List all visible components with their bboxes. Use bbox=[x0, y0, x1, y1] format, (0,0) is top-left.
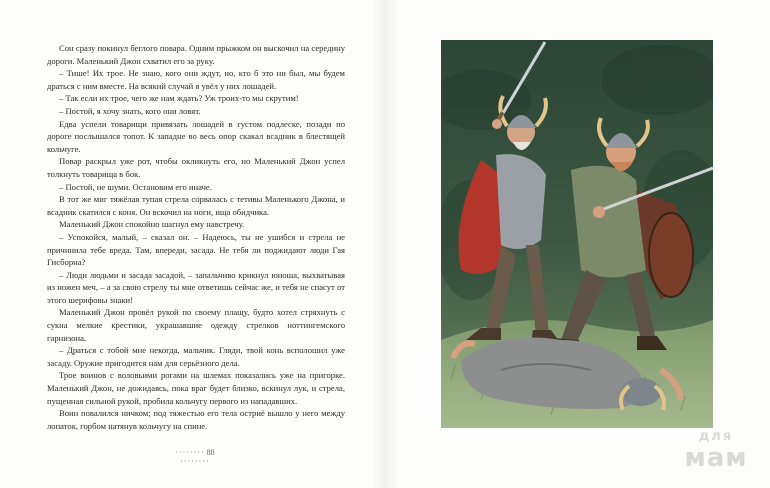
page-number-value: 88 bbox=[206, 448, 215, 457]
paragraph: – Успокойся, малый, – сказал он. – Надеюсь, ты не ушибся и стрела не причинила тебе вреда. Там, впереди, засада. Не тебя ли поджидают люди Гая Гисборна? bbox=[47, 231, 345, 268]
vikings-illustration bbox=[441, 40, 713, 428]
paragraph: Повар раскрыл уже рот, чтобы окликнуть его, но Маленький Джон успел толкнуть товарища в бок. bbox=[47, 156, 345, 179]
paragraph: Маленький Джон провёл рукой по своему плащу, будто хотел стряхнуть с сукна мелкие крестики, украшавшие одежду стрелков ноттингемского гарнизона. bbox=[47, 307, 345, 343]
page-number bbox=[160, 448, 230, 466]
paragraph: – Постой, не шуми. Остановим его иначе. bbox=[59, 181, 212, 192]
paragraph: – Так если их трое, чего же нам ждать? Уж троих-то мы скрутим! bbox=[59, 93, 299, 104]
watermark-bottom: мам bbox=[684, 443, 748, 473]
paragraph: Маленький Джон спокойно шагнул ему навстречу. bbox=[59, 219, 245, 230]
paragraph: – Тише! Их трое. Не знаю, кого они ждут, но, кто б это ни был, мы будем драться с ним вместе. На всякий случай я увёл у них лошадей. bbox=[47, 68, 345, 91]
paragraph: Едва успели товарищи привязать лошадей в густом подлеске, позади по дороге послышался топот. К западне во весь опор скакал всадник в блестящей кольчуге. bbox=[47, 118, 345, 154]
paragraph: – Драться с тобой мне некогда, мальчик. Гляди, твой конь всполошил уже засаду. Оружие пригодится нам для серьёзного дела. bbox=[47, 345, 345, 368]
page-number-ornament: ········ bbox=[175, 448, 205, 457]
watermark-top: для bbox=[698, 429, 734, 444]
paragraph: Сон сразу покинул беглого повара. Одним прыжком он выскочил на середину дороги. Маленький Джон схватил его за руку. bbox=[47, 43, 345, 66]
paragraph: В тот же миг тяжёлая тупая стрела сорвалась с тетивы Маленького Джона, и всадник скатился с коня. Он вскочил на ноги, ища обидчика. bbox=[47, 194, 345, 217]
page-number-ornament: ········ bbox=[180, 457, 210, 466]
paragraph: – Постой, я хочу знать, кого они ловят. bbox=[59, 105, 201, 116]
gutter-shadow bbox=[372, 0, 398, 488]
paragraph: Трое воинов с воловьими рогами на шлемах показались уже на пригорке. Маленький Джон, не дожидаясь, пока враг будет близко, вскинул лук, и стрела, пущенная сильной рукой, пробила кольчугу первого из нападавших. bbox=[47, 370, 345, 406]
watermark-logo bbox=[666, 430, 766, 472]
illustration-art bbox=[441, 40, 713, 428]
paragraph: Воин повалился ничком; под тяжестью его тела остриё вышло у него между лопаток, горбом натянув кольчугу на спине. bbox=[47, 408, 345, 431]
story-text bbox=[47, 42, 345, 432]
paragraph: – Люди людьми и засада засадой, – запальчиво крикнул юноша, выхватывая из ножен меч, – а за свою стрелу ты мне ответишь сейчас же, и тебя не спасут от этого шерифовы знаки! bbox=[47, 269, 345, 305]
